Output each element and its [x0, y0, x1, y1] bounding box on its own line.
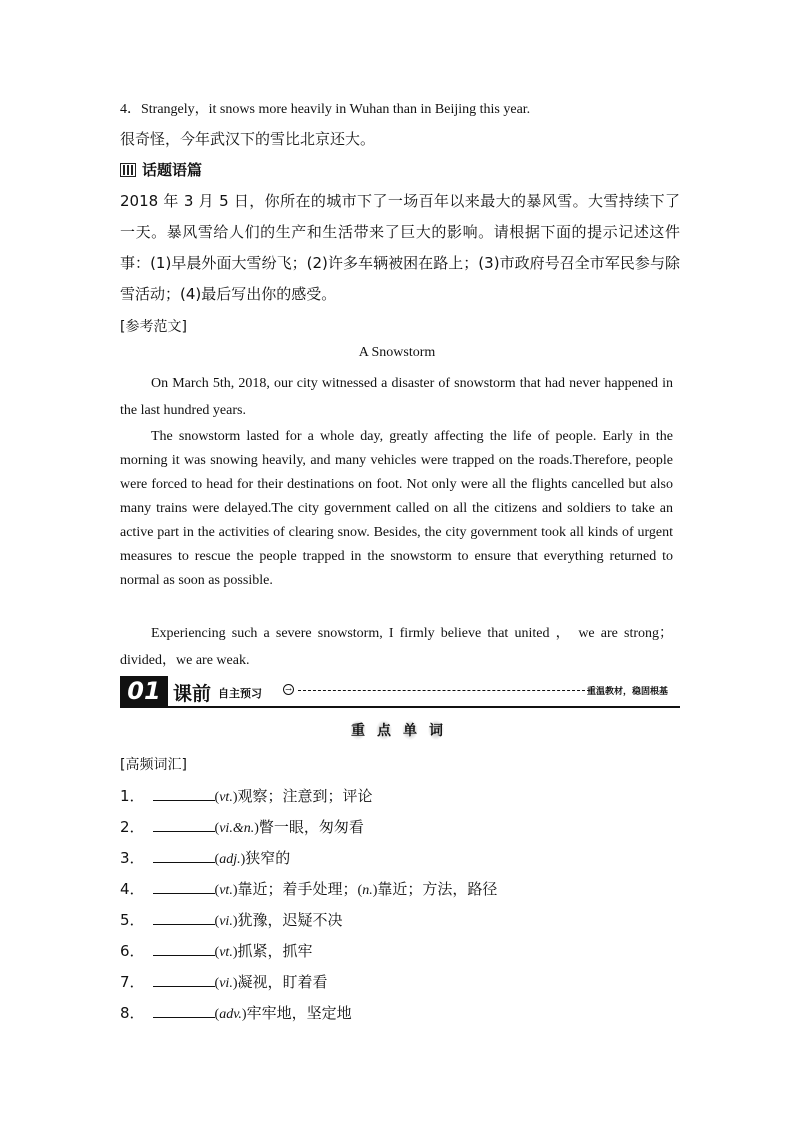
vocab-meaning: 瞥一眼，匆匆看 [258, 818, 364, 836]
vocab-pos: vt. [219, 790, 233, 805]
vocab-pos: vi. [219, 914, 233, 929]
banner-subtitle: 自主预习 [218, 687, 262, 700]
vocab-item: 8． (adv.)牢牢地，坚定地 [120, 1004, 352, 1022]
key-words-title [350, 720, 444, 740]
vocab-num: 6． [120, 942, 145, 960]
preview-banner [120, 676, 680, 708]
vocab-pos: adv. [219, 1007, 242, 1022]
vocab-meaning: 观察；注意到；评论 [237, 787, 373, 805]
vocab-meaning: 靠近；着手处理； [237, 880, 358, 898]
vocab-item: 6． (vt.)抓紧，抓牢 [120, 942, 313, 960]
vocab-num: 3． [120, 849, 145, 867]
arrow-right-icon: → [283, 684, 294, 695]
key-title-char: 点 [376, 720, 392, 740]
answer-blank[interactable] [153, 879, 215, 894]
vocab-meaning: 牢牢地，坚定地 [246, 1004, 352, 1022]
essay-paragraph-1 [120, 370, 673, 424]
vocab-meaning: 抓紧，抓牢 [237, 942, 313, 960]
vocab-item: 4． (vt.)靠近；着手处理；(n.)靠近；方法，路径 [120, 880, 498, 898]
answer-blank[interactable] [153, 786, 215, 801]
roman-three-icon [120, 163, 136, 177]
vocab-pos: vi.&n. [219, 821, 255, 836]
writing-prompt: 2018 年 3 月 5 日，你所在的城市下了一场百年以来最大的暴风雪。大雪持续下了一天。暴风雪给人们的生产和生活带来了巨大的影响。请根据下面的提示记述这件事：(1)早晨外面大雪纷飞；(2)许多车辆被困在路上；(3)市政府号召全市军民参与除雪活动；(4)最后写出你的感受。 [120, 192, 680, 303]
vocab-item: 7． (vi.)凝视，盯着看 [120, 973, 328, 991]
answer-blank[interactable] [153, 941, 215, 956]
vocab-item: 1． (vt.)观察；注意到；评论 [120, 787, 373, 805]
essay-paragraph-2 [120, 425, 673, 593]
vocab-meaning: 凝视，盯着看 [237, 973, 328, 991]
answer-blank[interactable] [153, 848, 215, 863]
vocab-item: 3． (adj.)狭窄的 [120, 849, 291, 867]
key-title-char: 词 [428, 720, 444, 740]
vocab-pos: adj. [219, 852, 241, 867]
vocab-item: 2． (vi.&n.)瞥一眼，匆匆看 [120, 818, 364, 836]
example-sentence-cn: 很奇怪，今年武汉下的雪比北京还大。 [120, 130, 376, 148]
banner-number: 01 [120, 676, 168, 706]
vocab-num: 4． [120, 880, 145, 898]
vocab-pos: vi. [219, 976, 233, 991]
group-label: [高频词汇] [120, 757, 187, 773]
vocab-item: 5． (vi.)犹豫，迟疑不决 [120, 911, 343, 929]
reference-label: [参考范文] [120, 319, 187, 335]
answer-blank[interactable] [153, 910, 215, 925]
essay-paragraph-3-text: Experiencing such a severe snowstorm, I firmly believe that united ， we are strong；divided，we are weak. [120, 626, 673, 668]
example-sentence-en: 4．Strangely，it snows more heavily in Wuhan than in Beijing this year. [120, 102, 531, 117]
vocab-num: 8． [120, 1004, 145, 1022]
vocab-pos: vt. [219, 945, 233, 960]
key-title-char: 重 [350, 720, 366, 740]
answer-blank[interactable] [153, 1003, 215, 1018]
answer-blank[interactable] [153, 972, 215, 987]
vocab-num: 7． [120, 973, 145, 991]
key-title-char: 单 [402, 720, 418, 740]
essay-paragraph-1-text: On March 5th, 2018, our city witnessed a disaster of snowstorm that had never happened in the last hundred years. [120, 376, 673, 418]
vocab-num: 2． [120, 818, 145, 836]
banner-title: 课前 [173, 683, 212, 705]
essay-paragraph-3 [120, 620, 673, 674]
dashed-divider [298, 690, 590, 691]
vocab-pos: vt. [219, 883, 233, 898]
banner-slogan: 重温教材，稳固根基 [586, 687, 668, 697]
essay-paragraph-2-text: The snowstorm lasted for a whole day, greatly affecting the life of people. Early in the morning it was snowing heavily, and many vehicles were trapped on the roads.Therefore, people were forced to head for their destinations on foot. Not only were all the flights cancelled but also many trains were delayed.The city government called on all the citizens and soldiers to take an active part in the activities of clearing snow. Besides, the city government took all kinds of urgent measures to rescue the people trapped in the snowstorm to ensure that everything returned to normal as soon as possible. [120, 429, 673, 588]
answer-blank[interactable] [153, 817, 215, 832]
essay-title: A Snowstorm [358, 345, 436, 360]
vocab-meaning: 犹豫，迟疑不决 [237, 911, 343, 929]
section-heading [120, 159, 202, 180]
banner-rule [120, 706, 680, 708]
vocab-pos: n. [362, 883, 373, 898]
vocab-num: 1． [120, 787, 145, 805]
vocab-num: 5． [120, 911, 145, 929]
vocab-meaning: 狭窄的 [245, 849, 291, 867]
vocab-meaning: 靠近；方法，路径 [377, 880, 498, 898]
section-title: 话题语篇 [142, 161, 203, 179]
